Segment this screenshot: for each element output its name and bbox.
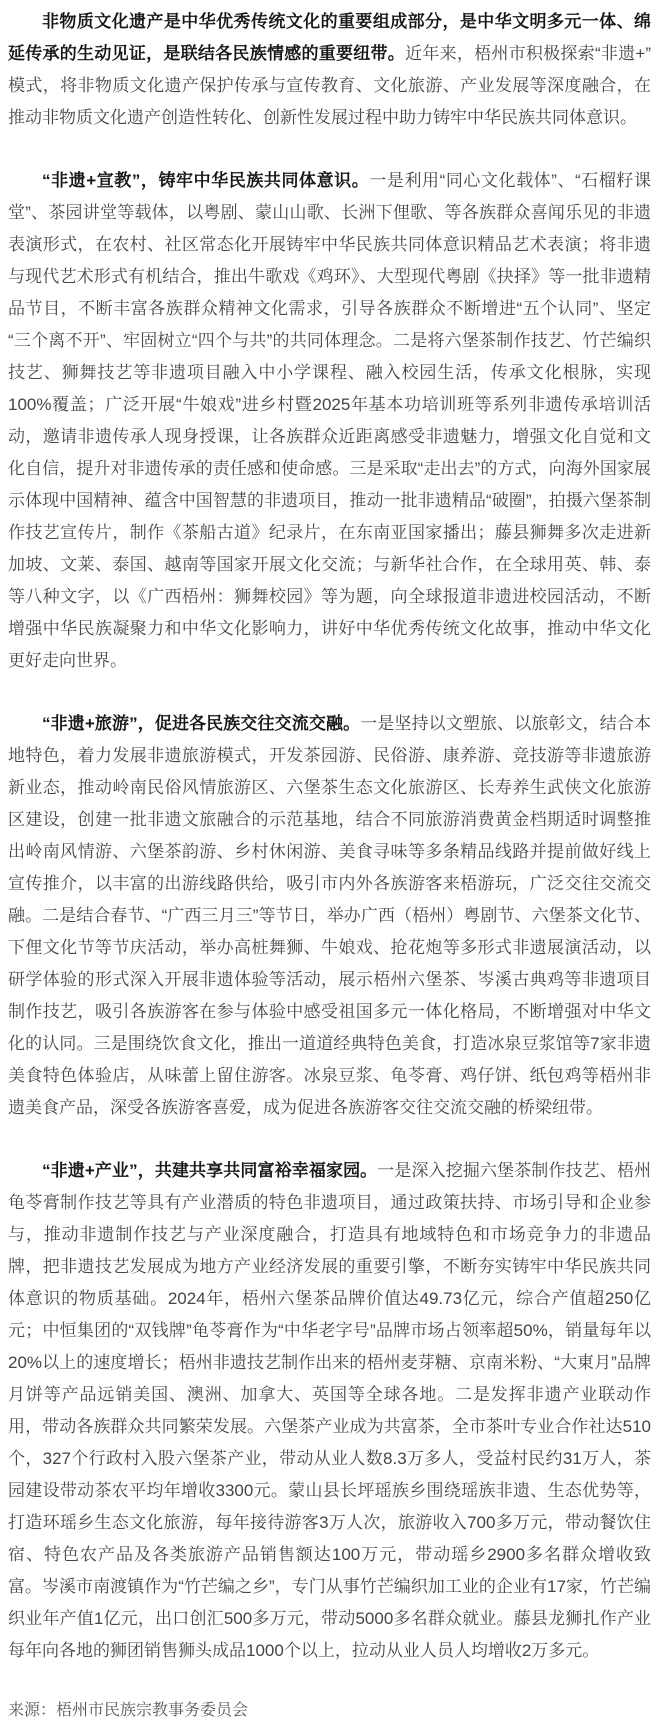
- paragraph-xuanjiao-body: 一是利用“同心文化载体”、“石榴籽课堂”、茶园讲堂等载体，以粤剧、蒙山山歌、长洲下俚歌、等各族群众喜闻乐见的非遗表演形式，在农村、社区常态化开展铸牢中华民族共同体意识精品艺术表演；将非遗与现代艺术形式有机结合，推出牛歌戏《鸡环》、大型现代粤剧《抉择》等一批非遗精品节目，不断丰富各族群众精神文化需求，引导各族群众不断增进“五个认同”、坚定“三个离不开”、牢固树立“四个与共”的共同体理念。二是将六堡茶制作技艺、竹芒编织技艺、狮舞技艺等非遗项目融入中小学课程、融入校园生活，传承文化根脉，实现100%覆盖；广泛开展“牛娘戏”进乡村暨2025年基本功培训班等系列非遗传承培训活动，邀请非遗传承人现身授课，让各族群众近距离感受非遗魅力，增强文化自觉和文化自信，提升对非遗传承的责任感和使命感。三是采取“走出去”的方式，向海外国家展示体现中国精神、蕴含中国智慧的非遗项目，推动一批非遗精品“破圈”，拍摄六堡茶制作技艺宣传片，制作《茶船古道》纪录片，在东南亚国家播出；藤县狮舞多次走进新加坡、文莱、泰国、越南等国家开展文化交流；与新华社合作，在全球用英、韩、泰等八种文字，以《广西梧州：狮舞校园》等为题，向全球报道非遗进校园活动，不断增强中华民族凝聚力和中华文化影响力，讲好中华优秀传统文化故事，推动中华文化更好走向世界。: [8, 171, 651, 670]
- paragraph-xuanjiao: [8, 165, 651, 677]
- paragraph-intro-body: 近年来，梧州市积极探索“非遗+”模式，将非物质文化遗产保护传承与宣传教育、文化旅游、产业发展等深度融合，在推动非物质文化遗产创造性转化、创新性发展过程中助力铸牢中华民族共同体意识。: [8, 44, 652, 127]
- article-body: [8, 6, 651, 1724]
- paragraph-intro: [8, 6, 651, 134]
- paragraph-lvyou: [8, 708, 651, 1124]
- paragraph-chanye-body: 一是深入挖掘六堡茶制作技艺、梧州龟苓膏制作技艺等具有产业潜质的特色非遗项目，通过政策扶持、市场引导和企业参与，推动非遗制作技艺与产业深度融合，打造具有地域特色和市场竞争力的非遗品牌，把非遗技艺发展成为地方产业经济发展的重要引擎，不断夯实铸牢中华民族共同体意识的物质基础。2024年，梧州六堡茶品牌价值达49.73亿元，综合产值超250亿元；中恒集团的“双钱牌”龟苓膏作为“中华老字号”品牌市场占领率超50%，销量每年以20%以上的速度增长；梧州非遗技艺制作出来的梧州麦芽糖、京南米粉、“大東月”品牌月饼等产品远销美国、澳洲、加拿大、英国等全球各地。二是发挥非遗产业联动作用，带动各族群众共同繁荣发展。六堡茶产业成为共富茶，全市茶叶专业合作社达510个，327个行政村入股六堡茶产业，带动从业人数8.3万多人，受益村民约31万人，茶园建设带动茶农平均年增收3300元。蒙山县长坪瑶族乡围绕瑶族非遗、生态优势等，打造环瑶乡生态文化旅游，每年接待游客3万人次，旅游收入700多万元，带动餐饮住宿、特色农产品及各类旅游产品销售额达100万元，带动瑶乡2900多名群众增收致富。岑溪市南渡镇作为“竹芒编之乡”，专门从事竹芒编织加工业的企业有17家，竹芒编织业年产值1亿元，出口创汇500多万元，带动5000多名群众就业。藤县龙狮扎作产业每年向各地的狮团销售狮头成品1000个以上，拉动从业人员人均增收2万多元。: [8, 1161, 651, 1660]
- paragraph-chanye: [8, 1155, 651, 1667]
- source-line: 来源：梧州市民族宗教事务委员会: [8, 1702, 249, 1719]
- paragraph-intro-lead: 非物质文化遗产是中华优秀传统文化的重要组成部分，是中华文明多元一体、绵延传承的生动见证，是联结各民族情感的重要纽带。: [8, 12, 651, 63]
- paragraph-lvyou-body: 一是坚持以文塑旅、以旅彰文，结合本地特色，着力发展非遗旅游模式，开发茶园游、民俗游、康养游、竞技游等非遗旅游新业态，推动岭南民俗风情旅游区、六堡茶生态文化旅游区、长寿养生武侠文化旅游区建设，创建一批非遗文旅融合的示范基地，结合不同旅游消费黄金档期适时调整推出岭南风情游、六堡茶韵游、乡村休闲游、美食寻味等多条精品线路并提前做好线上宣传推介，以丰富的出游线路供给，吸引市内外各族游客来梧游玩，广泛交往交流交融。二是结合春节、“广西三月三”等节日，举办广西（梧州）粤剧节、六堡茶文化节、下俚文化节等节庆活动，举办高桩舞狮、牛娘戏、抢花炮等多形式非遗展演活动，以研学体验的形式深入开展非遗体验等活动，展示梧州六堡茶、岑溪古典鸡等非遗项目制作技艺，吸引各族游客在参与体验中感受祖国多元一体化格局，不断增强对中华文化的认同。三是围绕饮食文化，推出一道道经典特色美食，打造冰泉豆浆馆等7家非遗美食特色体验店，从味蕾上留住游客。冰泉豆浆、龟苓膏、鸡仔饼、纸包鸡等梧州非遗美食产品，深受各族游客喜爱，成为促进各族游客交往交流交融的桥梁纽带。: [8, 714, 651, 1117]
- paragraph-lvyou-lead: “非遗+旅游”，促进各民族交往交流交融。: [42, 714, 361, 733]
- paragraph-chanye-lead: “非遗+产业”，共建共享共同富裕幸福家园。: [42, 1161, 378, 1180]
- paragraph-xuanjiao-lead: “非遗+宣教”，铸牢中华民族共同体意识。: [42, 171, 370, 190]
